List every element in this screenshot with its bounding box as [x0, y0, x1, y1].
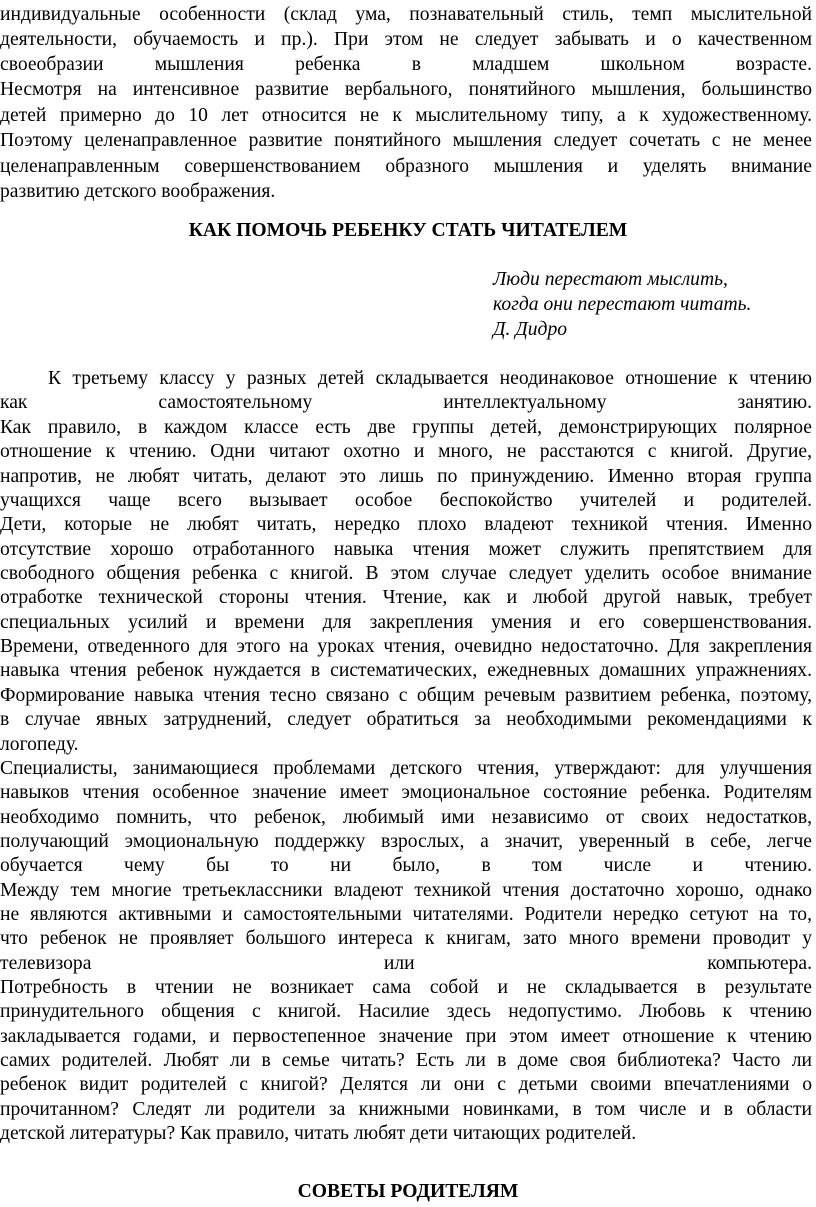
intro-line: Поэтому целенаправленное развитие понятийного мышления следует сочетать с не менее [0, 130, 812, 151]
body-line: необходимо помнить, что ребенок, любимый ими независимо от своих недостатков, [0, 807, 812, 828]
body-line: Формирование навыка чтения тесно связано с общим речевым развитием ребенка, поэтому, [0, 685, 812, 706]
body-line: получающий эмоциональную поддержку взрослых, а значит, уверенный в себе, легче [0, 831, 812, 852]
intro-line: развитию детского воображения. [0, 181, 276, 202]
body-line: Как правило, в каждом классе есть две группы детей, демонстрирующих полярное [0, 417, 812, 438]
epigraph-line: Люди перестают мыслить, [493, 269, 728, 290]
body-line: обучается чему бы то ни было, в том числе и чтению. [0, 855, 812, 876]
body-line: закладывается годами, и первостепенное значение при этом имеет отношение к чтению [0, 1026, 812, 1047]
intro-line: деятельности, обучаемость и пр.). При этом не следует забывать и о качественном [0, 29, 812, 50]
body-line: телевизора или компьютера. [0, 953, 812, 974]
body-line: что ребенок не проявляет большого интереса к книгам, зато много времени проводит у [0, 928, 812, 949]
intro-line: Несмотря на интенсивное развитие вербального, понятийного мышления, большинство [0, 79, 812, 100]
body-line: принудительного общения с книгой. Насилие здесь недопустимо. Любовь к чтению [0, 1001, 812, 1022]
body-line: учащихся чаще всего вызывает особое беспокойство учителей и родителей. [0, 490, 812, 511]
body-line: в случае явных затруднений, следует обратиться за необходимыми рекомендациями к [0, 709, 812, 730]
intro-line: своеобразии мышления ребенка в младшем школьном возрасте. [0, 54, 812, 75]
body-line: свободного общения ребенка с книгой. В этом случае следует уделить особое внимание [0, 563, 812, 584]
body-line: детской литературы? Как правило, читать любят дети читающих родителей. [0, 1123, 637, 1144]
body-line: отношение к чтению. Одни читают охотно и много, не расстаются с книгой. Другие, [0, 441, 812, 462]
intro-line: детей примерно до 10 лет относится не к мыслительному типу, а к художественному. [0, 105, 812, 126]
body-line: как самостоятельному интеллектуальному занятию. [0, 392, 812, 413]
body-line: Дети, которые не любят читать, нередко плохо владеют техникой чтения. Именно [0, 514, 812, 535]
body-line: навыка чтения ребенок нуждается в систематических, ежедневных домашних упражнениях. [0, 660, 812, 681]
body-line: прочитанном? Следят ли родители за книжными новинками, в том числе и в области [0, 1099, 812, 1120]
body-line: Потребность в чтении не возникает сама собой и не складывается в результате [0, 977, 812, 998]
body-line: Между тем многие третьеклассники владеют техникой чтения достаточно хорошо, однако [0, 880, 812, 901]
epigraph-line: когда они перестают читать. [493, 294, 752, 315]
body-line: логопеду. [0, 734, 79, 755]
body-line: К третьему классу у разных детей складывается неодинаковое отношение к чтению [48, 368, 812, 389]
epigraph-author: Д. Дидро [493, 319, 568, 340]
body-line: специальных усилий и времени для закрепления умения и его совершенствования. [0, 612, 812, 633]
section-heading: КАК ПОМОЧЬ РЕБЕНКУ СТАТЬ ЧИТАТЕЛЕМ [188, 220, 628, 241]
intro-line: целенаправленным совершенствованием образного мышления и уделять внимание [0, 156, 812, 177]
body-line: напротив, не любят читать, делают это лишь по принуждению. Именно вторая группа [0, 466, 812, 487]
body-line: ребенок видит родителей с книгой? Делятся ли они с детьми своими впечатлениями о [0, 1074, 812, 1095]
body-line: отсутствие хорошо отработанного навыка чтения может служить препятствием для [0, 539, 812, 560]
body-line: Специалисты, занимающиеся проблемами детского чтения, утверждают: для улучшения [0, 758, 812, 779]
section-heading: СОВЕТЫ РОДИТЕЛЯМ [297, 1181, 519, 1202]
body-line: навыков чтения особенное значение имеет эмоциональное состояние ребенка. Родителям [0, 782, 812, 803]
body-line: отработке технической стороны чтения. Чтение, как и любой другой навык, требует [0, 587, 812, 608]
intro-line: индивидуальные особенности (склад ума, познавательный стиль, темп мыслительной [0, 4, 812, 25]
body-line: Времени, отведенного для этого на уроках чтения, очевидно недостаточно. Для закрепления [0, 636, 812, 657]
body-line: не являются активными и самостоятельными читателями. Родители нередко сетуют на то, [0, 904, 812, 925]
body-line: самих родителей. Любят ли в семье читать? Есть ли в доме своя библиотека? Часто ли [0, 1050, 812, 1071]
